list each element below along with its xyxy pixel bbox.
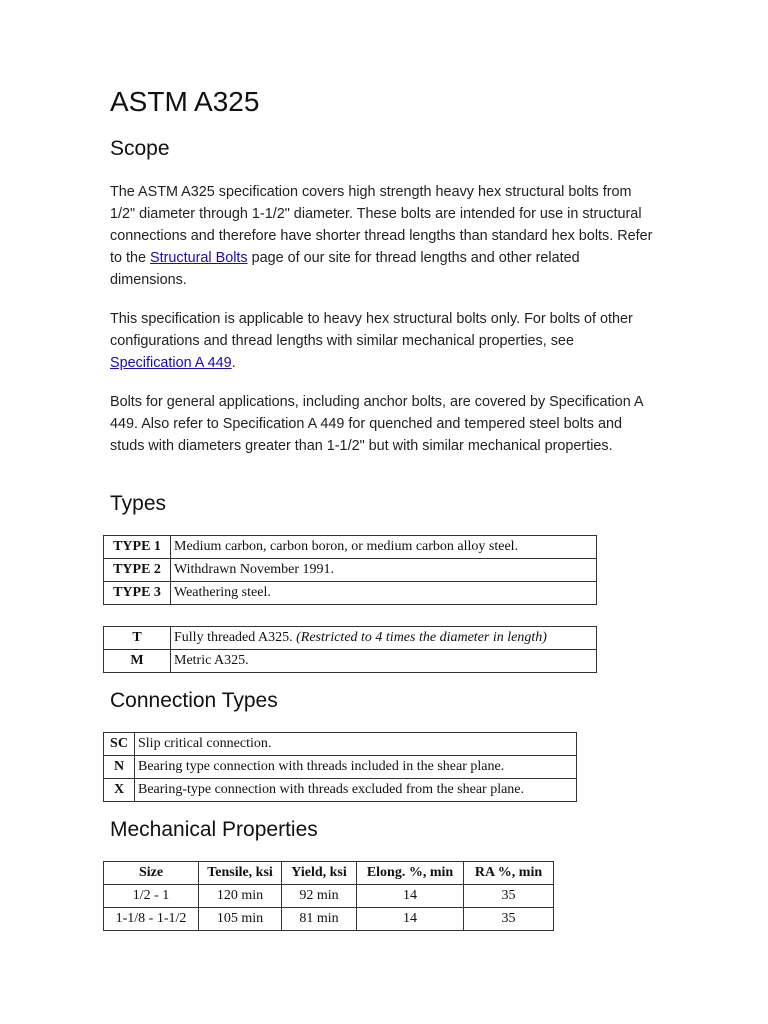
cell-elongation: 14 — [357, 908, 464, 931]
cell-tensile: 105 min — [199, 908, 282, 931]
table-row — [104, 582, 597, 605]
type-code: TYPE 1 — [104, 536, 171, 559]
connection-description: Bearing-type connection with threads excluded from the shear plane. — [135, 779, 577, 802]
suffix-code: T — [104, 627, 171, 650]
column-header-size: Size — [104, 862, 199, 885]
specification-a449-link[interactable]: Specification A 449 — [110, 355, 232, 371]
page-title: ASTM A325 — [110, 86, 260, 117]
connection-types-table — [103, 732, 577, 802]
scope-paragraph-2 — [110, 308, 658, 374]
connection-description: Slip critical connection. — [135, 733, 577, 756]
scope-p2-text-a: This specification is applicable to heavy hex structural bolts only. For bolts of other configurations and thread lengths with similar mechanical properties, see — [110, 311, 633, 349]
connection-code: X — [104, 779, 135, 802]
table-row — [104, 627, 597, 650]
types-table — [103, 535, 597, 605]
suffix-desc-text: Fully threaded A325. — [174, 630, 297, 645]
mechanical-properties-heading: Mechanical Properties — [110, 818, 318, 841]
table-row — [104, 559, 597, 582]
table-row — [104, 908, 554, 931]
suffix-note: (Restricted to 4 times the diameter in length) — [296, 630, 547, 645]
type-code: TYPE 2 — [104, 559, 171, 582]
type-description: Withdrawn November 1991. — [171, 559, 597, 582]
column-header-ra: RA %, min — [464, 862, 554, 885]
table-header-row — [104, 862, 554, 885]
structural-bolts-link[interactable]: Structural Bolts — [150, 250, 248, 266]
table-row — [104, 733, 577, 756]
scope-p2-text-b: . — [231, 355, 236, 371]
suffix-code: M — [104, 650, 171, 673]
column-header-tensile: Tensile, ksi — [199, 862, 282, 885]
cell-yield: 81 min — [282, 908, 357, 931]
suffix-desc-text: Metric A325. — [174, 653, 249, 668]
type-description: Weathering steel. — [171, 582, 597, 605]
scope-paragraph-3: Bolts for general applications, including anchor bolts, are covered by Specification A 449. Also refer to Specification A 449 for quenched and tempered steel bolts and studs with diameters greater than 1-1/2" but with similar mechanical properties. — [110, 394, 643, 454]
type-code: TYPE 3 — [104, 582, 171, 605]
connection-code: SC — [104, 733, 135, 756]
column-header-elongation: Elong. %, min — [357, 862, 464, 885]
cell-elongation: 14 — [357, 885, 464, 908]
table-row — [104, 756, 577, 779]
scope-heading: Scope — [110, 137, 170, 160]
cell-ra: 35 — [464, 908, 554, 931]
scope-paragraph-1 — [110, 181, 658, 291]
scope-p1-text-a: The ASTM A325 specification covers high strength heavy hex structural bolts from 1/2" diameter through 1-1/2" diameter. These bolts are intended for use in structural connections and therefore have shorter thread lengths than standard hex bolts. Refer to the — [110, 184, 653, 266]
cell-size: 1-1/8 - 1-1/2 — [104, 908, 199, 931]
table-row — [104, 650, 597, 673]
suffix-table — [103, 626, 597, 673]
table-row — [104, 779, 577, 802]
suffix-description — [171, 627, 597, 650]
suffix-description — [171, 650, 597, 673]
table-row — [104, 536, 597, 559]
cell-yield: 92 min — [282, 885, 357, 908]
cell-tensile: 120 min — [199, 885, 282, 908]
connection-code: N — [104, 756, 135, 779]
type-description: Medium carbon, carbon boron, or medium carbon alloy steel. — [171, 536, 597, 559]
connection-description: Bearing type connection with threads included in the shear plane. — [135, 756, 577, 779]
column-header-yield: Yield, ksi — [282, 862, 357, 885]
connection-types-heading: Connection Types — [110, 689, 278, 712]
mechanical-properties-table — [103, 861, 554, 931]
table-row — [104, 885, 554, 908]
scope-p1-text-b: page of our site for thread lengths and other related dimensions. — [110, 250, 580, 288]
types-heading: Types — [110, 492, 167, 515]
cell-ra: 35 — [464, 885, 554, 908]
cell-size: 1/2 - 1 — [104, 885, 199, 908]
